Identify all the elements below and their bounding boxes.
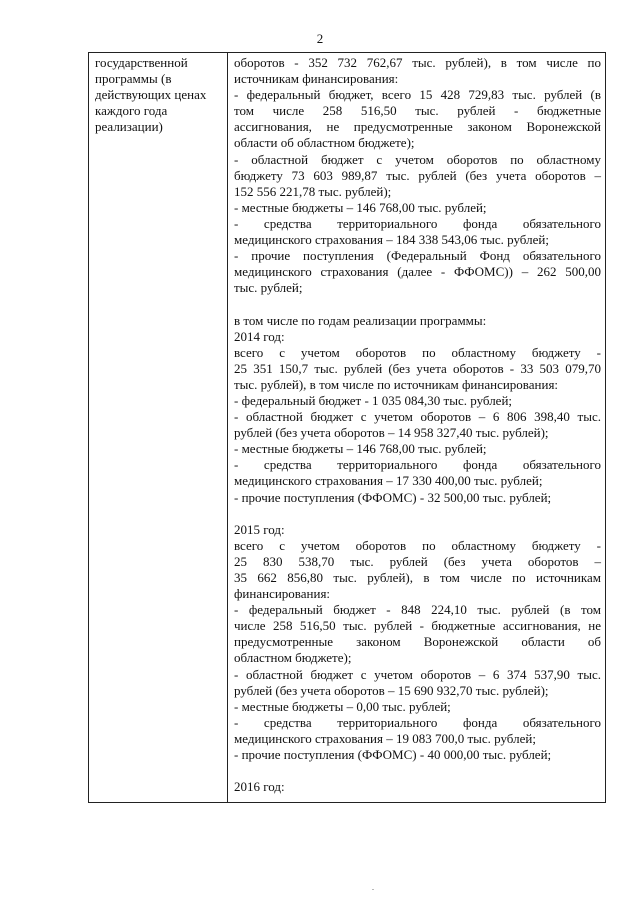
label-line: реализации): [95, 119, 163, 135]
paragraph-line: 152 556 221,78 тыс. рублей);: [234, 183, 392, 199]
paragraph-line: 25 351 150,7 тыс. рублей (без учета оборотов - 33 503 079,70: [234, 360, 601, 376]
paragraph-line: - средства территориального фонда обязательного: [234, 215, 601, 231]
paragraph-line: рублей (без учета оборотов – 15 690 932,70 тыс. рублей);: [234, 682, 549, 698]
page-number: 2: [316, 31, 324, 46]
paragraph-line: медицинского страхования – 184 338 543,06 тыс. рублей;: [234, 232, 549, 248]
blank-line: [234, 763, 601, 779]
paragraph-line: бюджету 73 603 989,87 тыс. рублей (без учета оборотов –: [234, 167, 601, 183]
table-content-cell: [228, 53, 605, 802]
paragraph-line: - прочие поступления (Федеральный Фонд обязательного: [234, 248, 601, 264]
budget-table: [88, 52, 606, 803]
paragraph-line: оборотов - 352 732 762,67 тыс. рублей), в том числе по: [234, 55, 601, 70]
paragraph-line: ассигнования, не предусмотренные законом Воронежской: [234, 119, 601, 135]
blank-line: [234, 506, 601, 522]
paragraph-line: 35 662 856,80 тыс. рублей), в том числе по источникам: [234, 570, 601, 585]
paragraph-line: области об областном бюджете);: [234, 135, 415, 151]
paragraph-line: - местные бюджеты – 146 768,00 тыс. рублей;: [234, 441, 487, 457]
paragraph-line: медицинского страхования – 17 330 400,00 тыс. рублей;: [234, 473, 543, 489]
paragraph-line: 2015 год:: [234, 521, 285, 537]
paragraph-line: - федеральный бюджет - 848 224,10 тыс. рублей (в том: [234, 602, 601, 618]
label-line: каждого года: [95, 103, 168, 119]
label-line: программы (в: [95, 71, 172, 87]
paragraph-line: предусмотренные законом Воронежской области об: [234, 634, 601, 650]
blank-line: [234, 296, 601, 312]
paragraph-line: в том числе по годам реализации программы:: [234, 312, 487, 328]
paragraph-line: областном бюджете);: [234, 650, 352, 666]
paragraph-line: финансирования:: [234, 586, 331, 602]
paragraph-line: - областной бюджет с учетом оборотов – 6 806 398,40 тыс.: [234, 409, 601, 425]
paragraph-line: - областной бюджет с учетом оборотов – 6 374 537,90 тыс.: [234, 666, 601, 682]
paragraph-line: медицинского страхования – 19 083 700,0 тыс. рублей;: [234, 730, 536, 746]
paragraph-line: - областной бюджет с учетом оборотов по областному: [234, 151, 601, 167]
paragraph-line: - местные бюджеты – 0,00 тыс. рублей;: [234, 698, 451, 714]
paragraph-line: числе 258 516,50 тыс. рублей - бюджетные ассигнования, не: [234, 618, 601, 634]
label-line: действующих ценах: [95, 87, 207, 103]
paragraph-line: - прочие поступления (ФФОМС) - 32 500,00 тыс. рублей;: [234, 489, 552, 505]
paragraph-line: всего с учетом оборотов по областному бюджету -: [234, 537, 601, 553]
paragraph-line: тыс. рублей;: [234, 280, 303, 296]
paragraph-line: том числе 258 516,50 тыс. рублей - бюджетные: [234, 103, 601, 119]
scan-artifact: [372, 889, 374, 890]
paragraph-line: тыс. рублей), в том числе по источникам финансирования:: [234, 376, 559, 392]
paragraph-line: медицинского страхования (далее - ФФОМС)) – 262 500,00: [234, 264, 601, 280]
paragraph-line: 25 830 538,70 тыс. рублей (без учета оборотов –: [234, 553, 601, 569]
paragraph-line: - федеральный бюджет, всего 15 428 729,83 тыс. рублей (в: [234, 87, 601, 103]
paragraph-line: - федеральный бюджет - 1 035 084,30 тыс. рублей;: [234, 392, 513, 408]
paragraph-line: 2016 год:: [234, 779, 285, 795]
label-line: государственной: [95, 55, 188, 70]
paragraph-line: - средства территориального фонда обязательного: [234, 714, 601, 730]
paragraph-line: - местные бюджеты – 146 768,00 тыс. рублей;: [234, 199, 487, 215]
paragraph-line: всего с учетом оборотов по областному бюджету -: [234, 344, 601, 360]
paragraph-line: - средства территориального фонда обязательного: [234, 457, 601, 473]
paragraph-line: - прочие поступления (ФФОМС) - 40 000,00 тыс. рублей;: [234, 747, 552, 763]
paragraph-line: рублей (без учета оборотов – 14 958 327,40 тыс. рублей);: [234, 425, 549, 441]
paragraph-line: источникам финансирования:: [234, 71, 399, 87]
paragraph-line: 2014 год:: [234, 328, 285, 344]
table-label-cell: [89, 53, 228, 802]
